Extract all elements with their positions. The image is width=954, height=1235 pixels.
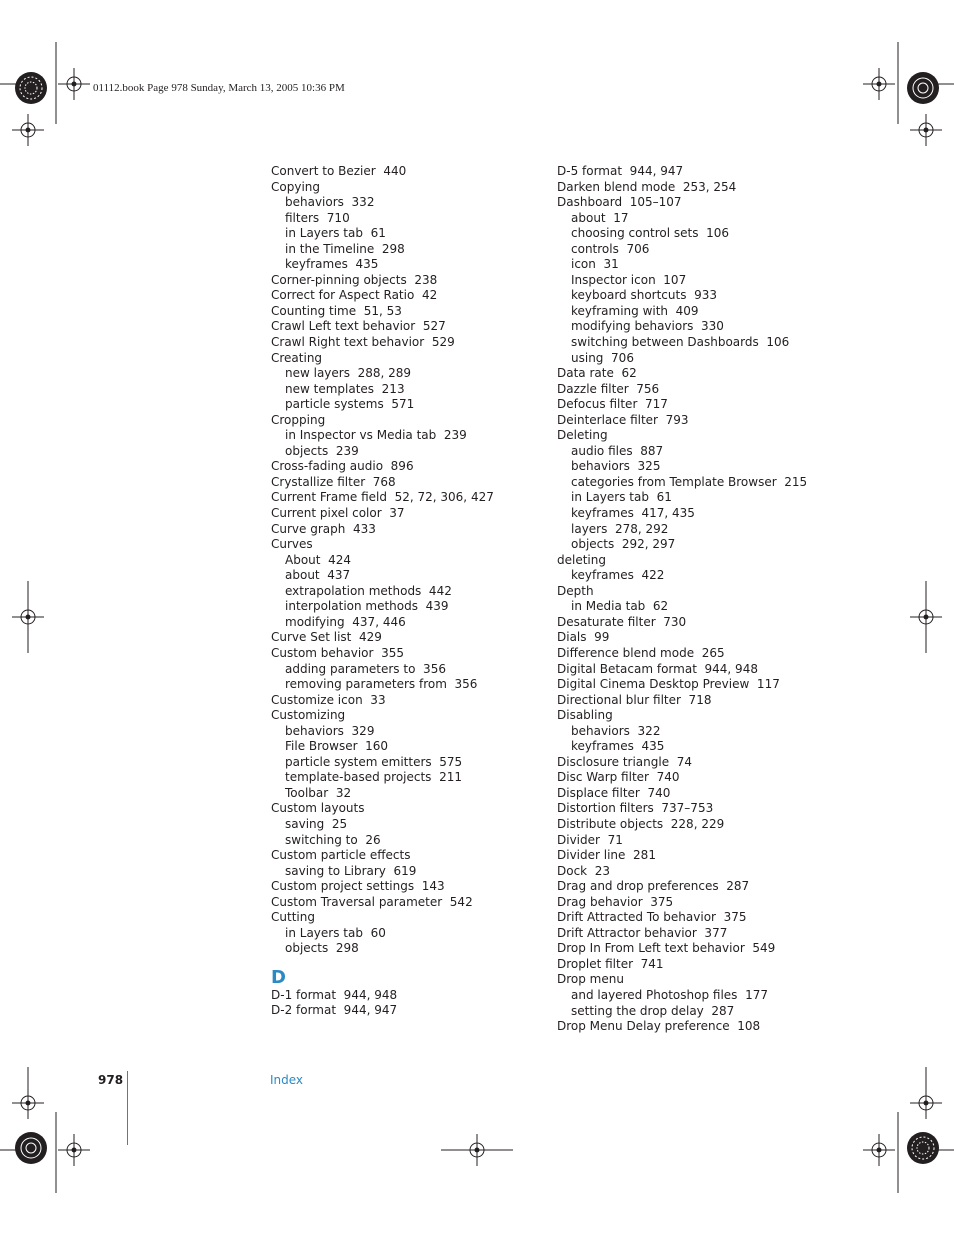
index-subentry: saving 25 xyxy=(285,816,348,831)
index-entry: Distortion filters 737–753 xyxy=(557,801,714,816)
index-subentry: and layered Photoshop files 177 xyxy=(571,987,768,1002)
index-entry: Custom behavior 355 xyxy=(271,645,404,660)
index-entry: Drop In From Left text behavior 549 xyxy=(557,941,776,956)
index-subentry: new templates 213 xyxy=(285,381,405,396)
index-subentry: File Browser 160 xyxy=(285,739,389,754)
index-subentry: adding parameters to 356 xyxy=(285,661,446,676)
index-subentry: audio files 887 xyxy=(571,443,664,458)
index-entry: D-1 format 944, 948 xyxy=(271,987,398,1002)
index-entry: Crawl Left text behavior 527 xyxy=(271,319,446,334)
index-subentry: using 706 xyxy=(571,350,634,365)
index-entry: Cross-fading audio 896 xyxy=(271,459,414,474)
section-letter-heading: D xyxy=(271,966,286,988)
index-entry: Curves xyxy=(271,537,313,552)
index-entry: D-5 format 944, 947 xyxy=(557,164,684,178)
index-subentry: saving to Library 619 xyxy=(285,863,417,878)
index-subentry: in Layers tab 60 xyxy=(285,925,386,940)
index-subentry: icon 31 xyxy=(571,257,619,272)
index-entry: Disc Warp filter 740 xyxy=(557,770,680,785)
index-subentry: switching to 26 xyxy=(285,832,381,847)
index-subentry: modifying 437, 446 xyxy=(285,614,406,629)
index-entry: Drop Menu Delay preference 108 xyxy=(557,1019,761,1034)
index-entry: Correct for Aspect Ratio 42 xyxy=(271,288,438,303)
index-entry: D-2 format 944, 947 xyxy=(271,1003,398,1018)
index-entry: Drift Attracted To behavior 375 xyxy=(557,910,747,925)
index-entry: Data rate 62 xyxy=(557,366,637,381)
index-subentry: objects 239 xyxy=(285,443,359,458)
index-subentry: behaviors 332 xyxy=(285,195,375,210)
index-entry: Curve graph 433 xyxy=(271,521,376,536)
print-header: 01112.book Page 978 Sunday, March 13, 2005 10:36 PM xyxy=(93,82,345,94)
index-subentry: keyframes 417, 435 xyxy=(571,506,695,521)
index-subentry: keyframes 435 xyxy=(285,257,379,272)
index-column-right xyxy=(557,164,808,1035)
index-subentry: in Layers tab 61 xyxy=(285,226,386,241)
index-entry: Difference blend mode 265 xyxy=(557,645,725,660)
index-entry: Creating xyxy=(271,350,323,365)
index-entry: Custom Traversal parameter 542 xyxy=(271,894,473,909)
index-subentry: modifying behaviors 330 xyxy=(571,319,724,334)
index-entry: Divider line 281 xyxy=(557,848,656,863)
index-entry: Crawl Right text behavior 529 xyxy=(271,335,455,350)
index-subentry: layers 278, 292 xyxy=(571,521,669,536)
index-entry: Desaturate filter 730 xyxy=(557,614,687,629)
index-entry: Dials 99 xyxy=(557,630,610,645)
index-entry: Current pixel color 37 xyxy=(271,506,405,521)
index-entry-list xyxy=(271,988,541,1019)
index-subentry: controls 706 xyxy=(571,241,650,256)
index-subentry: about 437 xyxy=(285,568,351,583)
page-number: 978 xyxy=(98,1073,124,1087)
index-subentry: filters 710 xyxy=(285,210,350,225)
index-subentry: behaviors 322 xyxy=(571,723,661,738)
index-entry: Corner-pinning objects 238 xyxy=(271,272,438,287)
index-subentry: extrapolation methods 442 xyxy=(285,583,452,598)
index-entry: Depth xyxy=(557,583,594,598)
index-entry-list xyxy=(557,164,808,1035)
index-entry: Displace filter 740 xyxy=(557,785,671,800)
index-entry: Custom layouts xyxy=(271,801,365,816)
index-subentry: objects 298 xyxy=(285,941,359,956)
footer-section-title: Index xyxy=(270,1073,304,1087)
index-entry: Dashboard 105–107 xyxy=(557,195,682,210)
index-subentry: About 424 xyxy=(285,552,352,567)
index-subentry: in Media tab 62 xyxy=(571,599,669,614)
index-subentry: interpolation methods 439 xyxy=(285,599,449,614)
index-entry: Darken blend mode 253, 254 xyxy=(557,179,737,194)
index-entry: Dazzle filter 756 xyxy=(557,381,660,396)
index-entry: Customizing xyxy=(271,708,346,723)
index-entry: Divider 71 xyxy=(557,832,623,847)
index-entry: Deleting xyxy=(557,428,608,443)
index-entry: Curve Set list 429 xyxy=(271,630,382,645)
index-entry: Drop menu xyxy=(557,972,624,987)
index-subentry: in Inspector vs Media tab 239 xyxy=(285,428,467,443)
index-subentry: behaviors 325 xyxy=(571,459,661,474)
index-subentry: removing parameters from 356 xyxy=(285,677,478,692)
index-subentry: keyboard shortcuts 933 xyxy=(571,288,718,303)
index-entry: Cutting xyxy=(271,910,315,925)
index-entry: Custom particle effects xyxy=(271,848,411,863)
index-entry: Drift Attractor behavior 377 xyxy=(557,925,728,940)
index-subentry: about 17 xyxy=(571,210,629,225)
index-subentry: categories from Template Browser 215 xyxy=(571,474,808,489)
index-entry: Distribute objects 228, 229 xyxy=(557,816,725,831)
index-subentry: Inspector icon 107 xyxy=(571,272,687,287)
index-entry: Custom project settings 143 xyxy=(271,879,445,894)
index-entry: Directional blur filter 718 xyxy=(557,692,712,707)
index-entry: Digital Betacam format 944, 948 xyxy=(557,661,758,676)
index-entry: Counting time 51, 53 xyxy=(271,303,402,318)
index-subentry: switching between Dashboards 106 xyxy=(571,335,790,350)
index-subentry: keyframing with 409 xyxy=(571,303,699,318)
index-subentry: setting the drop delay 287 xyxy=(571,1003,735,1018)
index-subentry: particle system emitters 575 xyxy=(285,754,463,769)
index-entry: Droplet filter 741 xyxy=(557,956,664,971)
index-entry-list xyxy=(271,164,541,957)
index-subentry: particle systems 571 xyxy=(285,397,415,412)
index-entry: Drag and drop preferences 287 xyxy=(557,879,750,894)
index-entry: Drag behavior 375 xyxy=(557,894,674,909)
index-entry: Defocus filter 717 xyxy=(557,397,668,412)
index-entry: Copying xyxy=(271,179,320,194)
index-subentry: template-based projects 211 xyxy=(285,770,462,785)
index-entry: Cropping xyxy=(271,412,326,427)
index-entry: Disabling xyxy=(557,708,613,723)
index-entry: Digital Cinema Desktop Preview 117 xyxy=(557,677,780,692)
index-subentry: new layers 288, 289 xyxy=(285,366,412,381)
index-subentry: Toolbar 32 xyxy=(285,785,352,800)
index-column-left xyxy=(271,164,541,1019)
index-subentry: in Layers tab 61 xyxy=(571,490,672,505)
index-entry: Current Frame field 52, 72, 306, 427 xyxy=(271,490,494,505)
index-subentry: keyframes 422 xyxy=(571,568,665,583)
index-entry: Dock 23 xyxy=(557,863,611,878)
index-entry: Convert to Bezier 440 xyxy=(271,164,407,178)
footer-divider xyxy=(127,1071,128,1145)
index-subentry: in the Timeline 298 xyxy=(285,241,405,256)
index-entry: Customize icon 33 xyxy=(271,692,386,707)
index-entry: Crystallize filter 768 xyxy=(271,474,396,489)
index-entry: deleting xyxy=(557,552,606,567)
index-entry: Deinterlace filter 793 xyxy=(557,412,689,427)
index-subentry: choosing control sets 106 xyxy=(571,226,730,241)
index-subentry: behaviors 329 xyxy=(285,723,375,738)
index-entry: Disclosure triangle 74 xyxy=(557,754,692,769)
index-subentry: objects 292, 297 xyxy=(571,537,676,552)
index-subentry: keyframes 435 xyxy=(571,739,665,754)
